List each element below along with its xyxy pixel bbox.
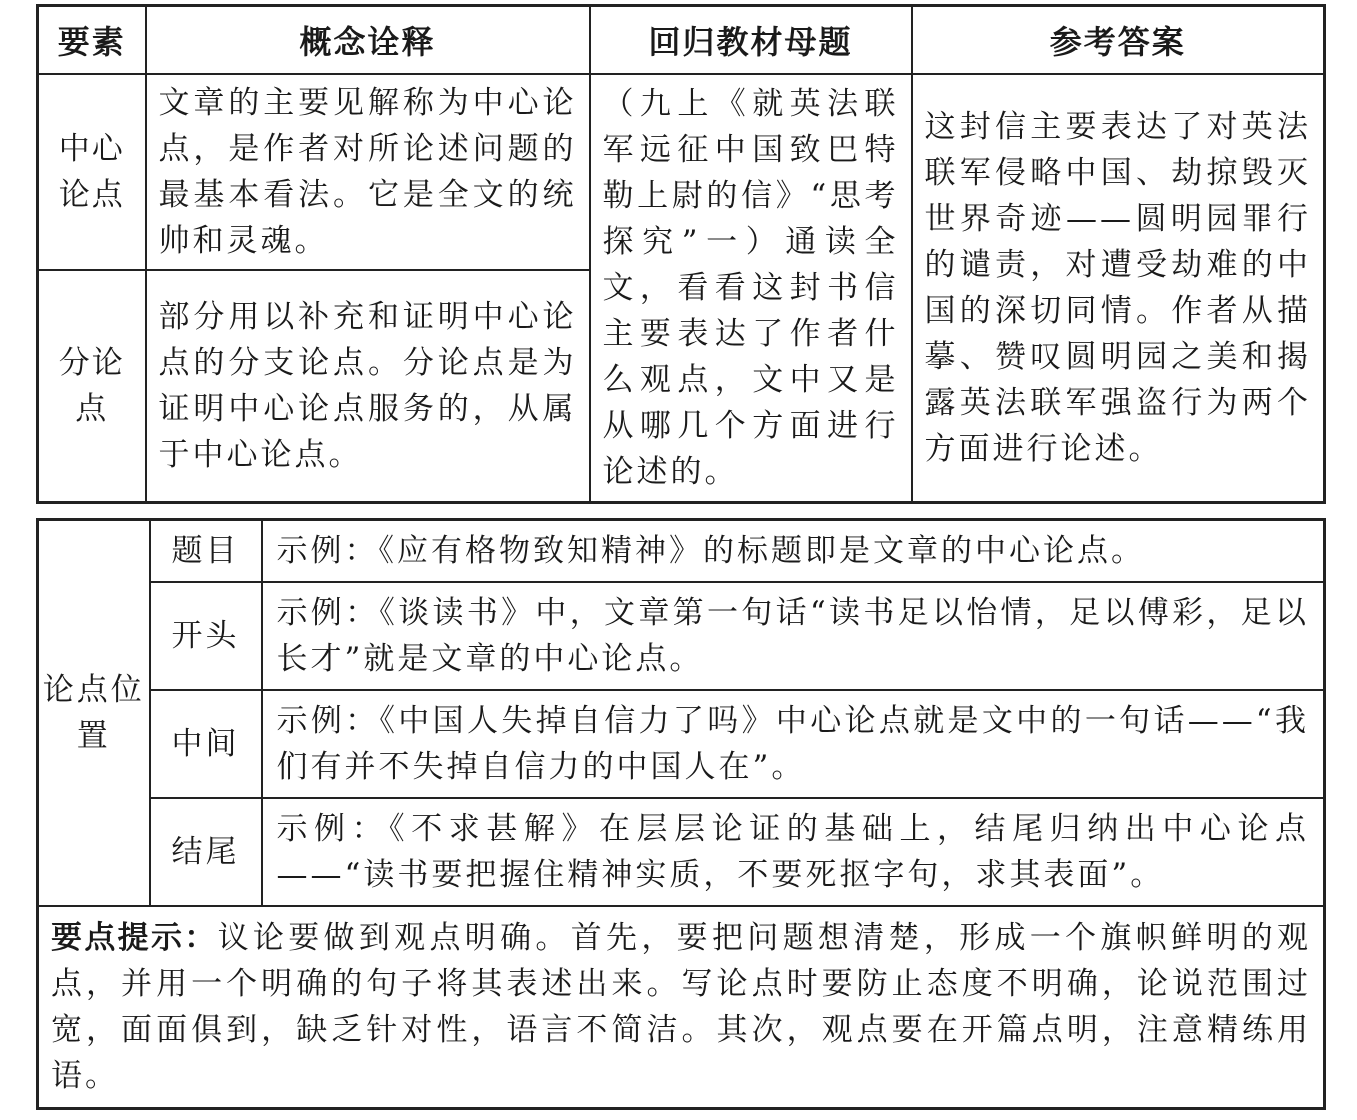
- table-row: [38, 74, 1325, 270]
- header-element: 要素: [38, 6, 146, 75]
- tip-text: 议论要做到观点明确。首先，要把问题想清楚，形成一个旗帜鲜明的观点，并用一个明确的句子将其表述出来。写论点时要防止态度不明确，论说范围过宽，面面俱到，缺乏针对性，语言不简洁。其次，观点要在开篇点明，注意精练用语。: [51, 919, 1312, 1094]
- header-textbook-question: 回归教材母题: [590, 6, 912, 75]
- element-sub-argument: 分论点: [38, 270, 146, 502]
- position-opening-label: 开头: [150, 582, 262, 690]
- argument-position-label: 论点位置: [38, 520, 150, 906]
- textbook-question-cell: （九上《就英法联军远征中国致巴特勒上尉的信》“思考探究”一）通读全文，看看这封书信主要表达了作者什么观点，文中又是从哪几个方面进行论述的。: [590, 74, 912, 502]
- tip-row: [38, 906, 1325, 1109]
- concept-sub-argument: 部分用以补充和证明中心论点的分支论点。分论点是为证明中心论点服务的，从属于中心论点。: [146, 270, 590, 502]
- position-ending-example: 示例：《不求甚解》在层层论证的基础上，结尾归纳出中心论点——“读书要把握住精神实质，不要死抠字句，求其表面”。: [262, 798, 1325, 906]
- reference-answer-cell: 这封信主要表达了对英法联军侵略中国、劫掠毁灭世界奇迹——圆明园罪行的谴责，对遭受劫难的中国的深切同情。作者从描摹、赞叹圆明园之美和揭露英法联军强盗行为两个方面进行论述。: [912, 74, 1325, 502]
- table-header-row: [38, 6, 1325, 75]
- position-middle-example: 示例：《中国人失掉自信力了吗》中心论点就是文中的一句话——“我们有并不失掉自信力的中国人在”。: [262, 690, 1325, 798]
- position-middle-label: 中间: [150, 690, 262, 798]
- argument-elements-table: [36, 4, 1326, 504]
- header-concept: 概念诠释: [146, 6, 590, 75]
- concept-central-argument: 文章的主要见解称为中心论点，是作者对所论述问题的最基本看法。它是全文的统帅和灵魂。: [146, 74, 590, 270]
- element-central-argument: 中心论点: [38, 74, 146, 270]
- table-row: [38, 798, 1325, 906]
- key-points-tip: [38, 906, 1325, 1109]
- table-row: [38, 690, 1325, 798]
- position-opening-example: 示例：《谈读书》中，文章第一句话“读书足以怡情，足以傅彩，足以长才”就是文章的中心论点。: [262, 582, 1325, 690]
- tip-label: 要点提示：: [51, 919, 218, 956]
- position-title-example: 示例：《应有格物致知精神》的标题即是文章的中心论点。: [262, 520, 1325, 582]
- position-ending-label: 结尾: [150, 798, 262, 906]
- table-row: [38, 582, 1325, 690]
- header-reference-answer: 参考答案: [912, 6, 1325, 75]
- argument-position-table: [36, 518, 1326, 1110]
- position-title-label: 题目: [150, 520, 262, 582]
- table-row: [38, 520, 1325, 582]
